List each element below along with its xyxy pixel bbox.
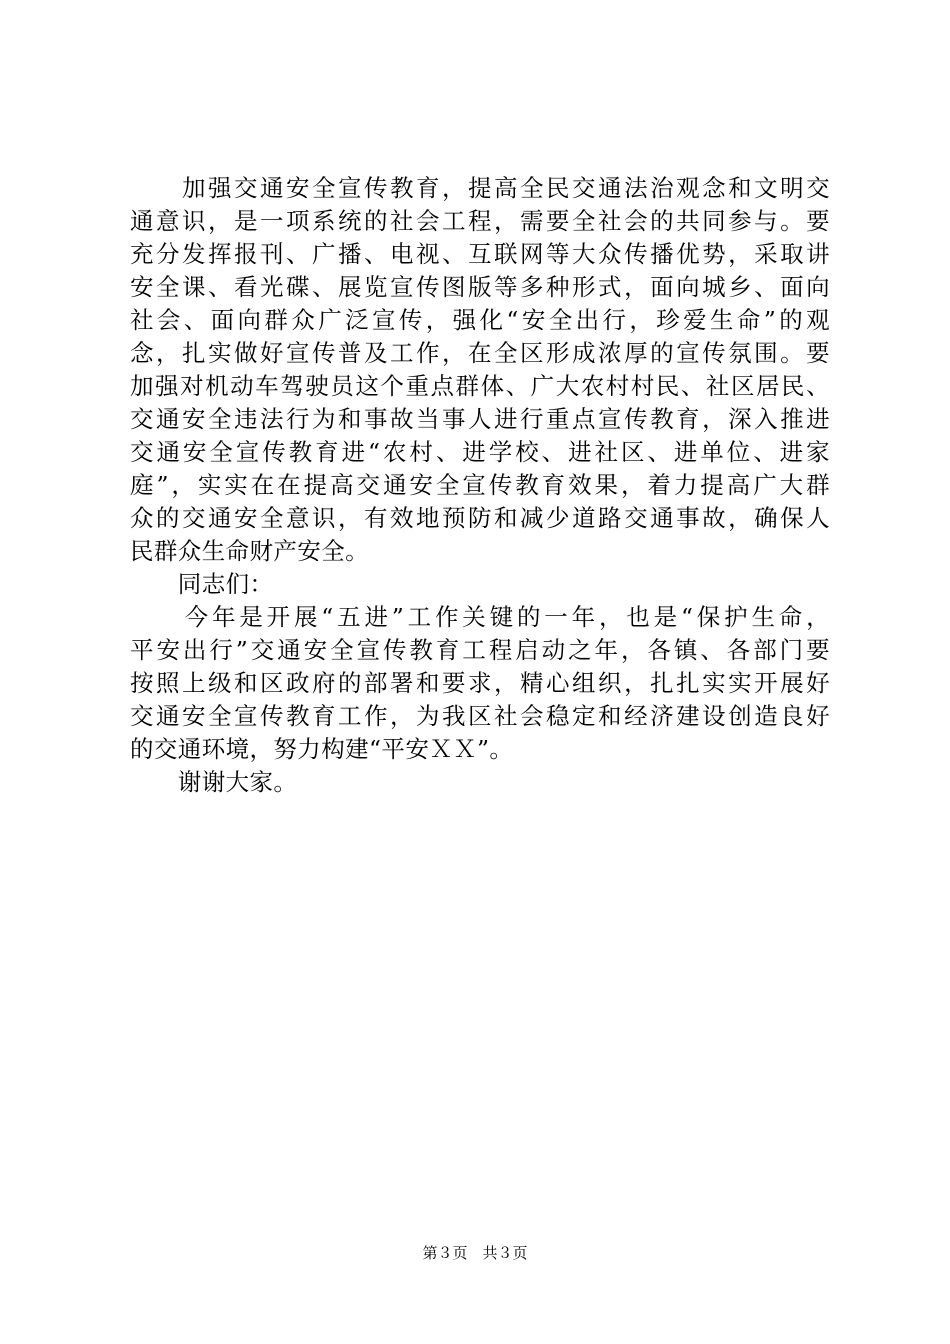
text-line: 庭”，实实在在提高交通安全宣传教育效果，着力提高广大群 [130, 471, 830, 499]
text-line: 社会、面向群众广泛宣传，强化“安全出行，珍爱生命”的观 [130, 306, 830, 334]
salutation-line: 同志们： [130, 570, 274, 598]
text-line: 安全课、看光碟、展览宣传图版等多种形式，面向城乡、面向 [130, 273, 830, 301]
text-line: 的交通环境，努力构建“平安ＸＸ”。 [130, 735, 514, 763]
text-line: 众的交通安全意识，有效地预防和减少道路交通事故，确保人 [130, 504, 830, 532]
closing-line: 谢谢大家。 [130, 768, 298, 796]
text-line: 今年是开展“五进”工作关键的一年，也是“保护生命， [130, 603, 830, 631]
page-footer [0, 1243, 950, 1263]
text-line: 平安出行”交通安全宣传教育工程启动之年，各镇、各部门要 [130, 636, 830, 664]
body-text [130, 172, 830, 799]
text-line: 念，扎实做好宣传普及工作，在全区形成浓厚的宣传氛围。要 [130, 339, 830, 367]
text-line: 交通安全违法行为和事故当事人进行重点宣传教育，深入推进 [130, 405, 830, 433]
text-line: 通意识，是一项系统的社会工程，需要全社会的共同参与。要 [130, 207, 830, 235]
text-line: 加强交通安全宣传教育，提高全民交通法治观念和文明交 [130, 174, 830, 202]
page-number: 第３页 共３页 [422, 1244, 528, 1262]
text-line: 民群众生命财产安全。 [130, 537, 369, 565]
text-line: 充分发挥报刊、广播、电视、互联网等大众传播优势，采取讲 [130, 240, 830, 268]
text-line: 按照上级和区政府的部署和要求，精心组织，扎扎实实开展好 [130, 669, 830, 697]
text-line: 交通安全宣传教育进“农村、进学校、进社区、进单位、进家 [130, 438, 830, 466]
text-line: 交通安全宣传教育工作，为我区社会稳定和经济建设创造良好 [130, 702, 830, 730]
text-line: 加强对机动车驾驶员这个重点群体、广大农村村民、社区居民、 [130, 372, 830, 400]
